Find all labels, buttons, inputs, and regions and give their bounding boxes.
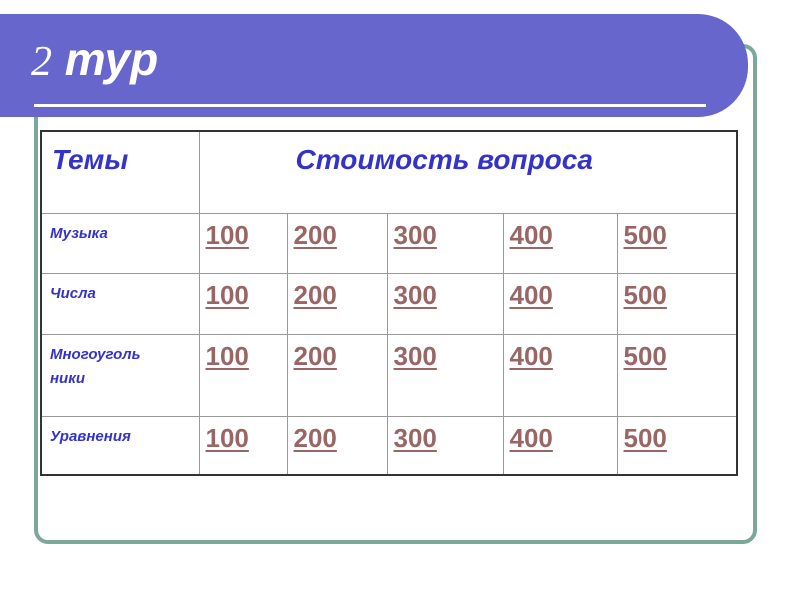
price-link[interactable]: 200 xyxy=(293,219,337,250)
price-link[interactable]: 400 xyxy=(509,340,553,371)
price-link[interactable]: 500 xyxy=(623,423,667,454)
table-row xyxy=(41,213,737,273)
cost-header: Стоимость вопроса xyxy=(199,131,737,213)
price-link[interactable]: 200 xyxy=(293,280,337,311)
price-link[interactable]: 300 xyxy=(393,280,437,311)
topic-numbers: Числа xyxy=(41,274,199,334)
price-link[interactable]: 300 xyxy=(393,219,437,250)
price-link[interactable]: 300 xyxy=(393,423,437,454)
title-underline xyxy=(34,104,706,107)
topic-music: Музыка xyxy=(41,213,199,273)
price-link[interactable]: 100 xyxy=(205,340,249,371)
slide-title xyxy=(31,33,159,85)
price-link[interactable]: 100 xyxy=(205,423,249,454)
price-link[interactable]: 200 xyxy=(293,423,337,454)
topic-polygons-line1: Многоуголь xyxy=(50,345,141,363)
topic-polygons-line2: ники xyxy=(50,369,85,387)
themes-header: Темы xyxy=(41,131,199,213)
table-row xyxy=(41,334,737,416)
price-link[interactable]: 400 xyxy=(509,280,553,311)
price-link[interactable]: 400 xyxy=(509,423,553,454)
title-number: 2 xyxy=(31,39,52,85)
topic-polygons xyxy=(41,334,199,416)
price-link[interactable]: 500 xyxy=(623,340,667,371)
price-link[interactable]: 200 xyxy=(293,340,337,371)
price-link[interactable]: 100 xyxy=(205,280,249,311)
header-row xyxy=(41,131,737,213)
price-link[interactable]: 500 xyxy=(623,280,667,311)
price-link[interactable]: 400 xyxy=(509,219,553,250)
topic-equations: Уравнения xyxy=(41,417,199,475)
table-row xyxy=(41,274,737,334)
table-row xyxy=(41,417,737,475)
price-link[interactable]: 300 xyxy=(393,340,437,371)
price-link[interactable]: 500 xyxy=(623,219,667,250)
price-link[interactable]: 100 xyxy=(205,219,249,250)
question-grid xyxy=(40,130,738,476)
title-word: тур xyxy=(64,33,159,85)
